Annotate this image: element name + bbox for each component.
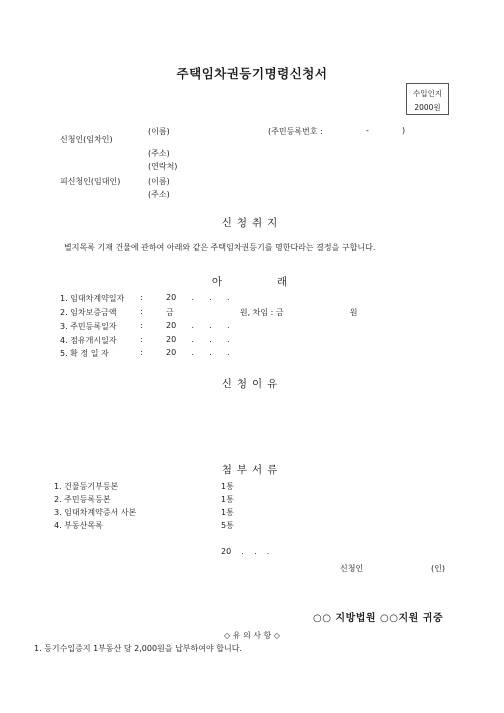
detail-colon: : [140,321,143,330]
detail-colon: : [140,307,143,316]
detail-label: 1. 임대차계약일자 [60,294,125,303]
attachment-count: 1통 [221,482,234,491]
attachment-label: 1. 건물등기부등본 [54,482,119,491]
attachment-label: 2. 주민등록등본 [54,495,111,504]
attachment-label: 4. 부동산목록 [54,521,103,530]
detail-colon: : [140,335,143,344]
detail-label: 2. 임차보증금액 [60,308,117,317]
purpose-heading: 신청취지 [221,217,283,229]
applicant-label: 신청인(임차인) [60,135,113,144]
detail-value[interactable]: 20 . . . [166,321,230,330]
page-title: 주택임차권등기명령신청서 [176,66,328,81]
respondent-label: 피신청인(임대인) [60,177,121,186]
application-date[interactable]: 20 . . . [221,547,270,556]
applicant-address-field[interactable]: (주소) [148,149,170,158]
applicant-id-dash: - [366,126,369,135]
detail-value[interactable]: 20 . . . [166,335,230,344]
details-heading: 아 래 [211,276,293,288]
detail-colon: : [140,293,143,302]
detail-colon: : [140,348,143,357]
attachment-count: 5통 [221,521,234,530]
respondent-name-field[interactable]: (이름) [148,177,170,186]
attachment-count: 1통 [221,495,234,504]
purpose-text: 별지목록 기재 건물에 관하여 아래와 같은 주택임차권등기를 명한다라는 결정을 구합니다. [64,243,376,252]
applicant-id-field[interactable]: (주민등록번호 : [268,127,323,136]
detail-label: 5. 확 정 일 자 [60,349,109,358]
applicant-id-close: ) [402,126,406,135]
attachment-count: 1통 [221,508,234,517]
respondent-address-field[interactable]: (주소) [148,190,170,199]
reason-body[interactable] [60,395,450,450]
signature-label: 신청인 [340,564,364,573]
attachments-heading: 첨부서류 [221,464,283,476]
detail-label: 3. 주민등록일자 [60,322,117,331]
court-addressee: ○○ 지방법원 ○○지원 귀중 [313,613,444,624]
detail-label: 4. 점유개시일자 [60,336,117,345]
detail-value[interactable]: 금 원, 차임 : 금 원 [166,308,358,317]
notice-heading: ◇ 유 의 사 항 ◇ [224,631,280,640]
stamp-amount: 2000원 [414,103,441,112]
applicant-contact-field[interactable]: (연락처) [148,162,178,171]
signature-seal: (인) [431,564,445,573]
stamp-label: 수입인지 [413,89,442,98]
revenue-stamp-box [406,83,449,115]
notice-item: 1. 등기수입증지 1부동산 당 2,000원을 납부하여야 합니다. [34,644,242,653]
applicant-name-field[interactable]: (이름) [148,127,170,136]
reason-heading: 신청이유 [221,378,283,390]
attachment-label: 3. 임대차계약증서 사본 [54,508,137,517]
detail-value[interactable]: 20 . . . [166,348,230,357]
detail-value[interactable]: 20 . . . [166,293,230,302]
